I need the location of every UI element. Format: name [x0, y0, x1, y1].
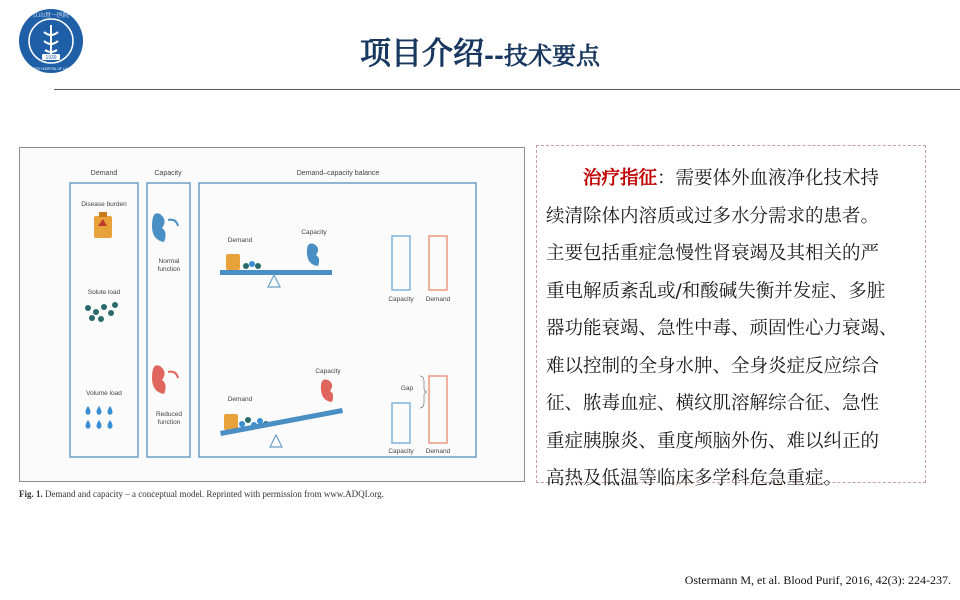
- citation: Ostermann M, et al. Blood Purif, 2016, 42(3): 224-237.: [684, 573, 951, 587]
- balance-bottom-demand-bar: [429, 376, 447, 443]
- indication-line-7: 征、脓毒血症、横纹肌溶解综合征、急性: [546, 393, 880, 414]
- col-capacity-header: Capacity: [154, 170, 182, 177]
- indication-line-1: [546, 160, 915, 198]
- balance-bottom-demand-bar-label: Demand: [425, 448, 451, 455]
- indication-line-6: 难以控制的全身水肿、全身炎症反应综合: [546, 355, 880, 377]
- reduced-function-label-2: function: [157, 419, 181, 426]
- normal-function-label-2: function: [157, 266, 181, 273]
- indication-line-9: 高热及低温等临床多学科危急重症。: [546, 468, 843, 489]
- balance-top-capacity-label: Capacity: [301, 229, 327, 236]
- title-main: 项目介绍: [360, 36, 485, 72]
- balance-bottom-beam: [220, 408, 343, 436]
- indication-line-2: 续清除体内溶质或过多水分需求的患者。: [546, 205, 880, 227]
- balance-top-capacity-bar: [392, 236, 410, 290]
- figure-caption-text: Demand and capacity – a conceptual model. Reprinted with permission from www.ADQI.org.: [42, 489, 384, 499]
- normal-function-label-1: Normal: [158, 258, 180, 265]
- demand-capacity-figure: [19, 147, 525, 482]
- balance-bottom-kidney-icon: [321, 379, 333, 402]
- balance-bottom-capacity-bar: [392, 403, 410, 443]
- logo-text-bottom: THE FIRST HOSPITAL OF LANZHOU: [23, 67, 79, 71]
- balance-top-capacity-bar-label: Capacity: [388, 296, 414, 303]
- volume-load-label: Volume load: [86, 390, 122, 397]
- balance-bottom-capacity-label: Capacity: [315, 368, 341, 375]
- indication-line-3: 主要包括重症急慢性肾衰竭及其相关的严: [546, 243, 880, 264]
- reduced-function-label-1: Reduced: [155, 411, 183, 418]
- figure-illustration: [20, 148, 526, 483]
- balance-bottom-demand-label: Demand: [227, 396, 253, 403]
- figure-caption-label: Fig. 1.: [19, 489, 43, 499]
- balance-panel: [199, 183, 476, 457]
- indication-line-8: 重症胰腺炎、重度颅脑外伤、难以纠正的: [546, 430, 880, 452]
- indication-textbox: [536, 145, 926, 489]
- col-balance-header: Demand–capacity balance: [296, 170, 380, 177]
- gap-label: Gap: [400, 385, 414, 392]
- balance-top-demand-label: Demand: [227, 237, 253, 244]
- title-sub: --技术要点: [484, 42, 600, 70]
- disease-burden-label: Disease burden: [81, 201, 127, 208]
- reduced-kidney-icon: [152, 365, 178, 394]
- normal-kidney-icon: [152, 213, 178, 242]
- logo-year: 1939: [45, 55, 57, 61]
- balance-top-demand-bar: [429, 236, 447, 290]
- indication-colon: ：: [657, 168, 676, 189]
- indication-text-1: 需要体外血液净化技术持: [675, 168, 880, 189]
- balance-top-beam: [220, 270, 332, 275]
- solute-load-label: Solute load: [87, 289, 121, 296]
- logo-text-top: 江山卅一医院: [32, 12, 70, 19]
- figure-caption: [19, 489, 384, 499]
- balance-top-kidney-icon: [307, 243, 319, 266]
- balance-top-demand-load: [226, 254, 261, 270]
- indication-line-4: 重电解质紊乱或/和酸碱失衡并发症、多脏: [546, 280, 886, 302]
- col-demand-header: Demand: [90, 170, 118, 177]
- balance-bottom-capacity-bar-label: Capacity: [388, 448, 414, 455]
- water-drops-icon: [86, 406, 113, 429]
- weight-icon: [94, 212, 112, 238]
- balance-top-demand-bar-label: Demand: [425, 296, 451, 303]
- gap-brace: [420, 376, 427, 408]
- title-divider: [54, 89, 960, 90]
- balance-top-fulcrum: [268, 275, 280, 287]
- solute-dots-icon: [85, 302, 118, 322]
- indication-label: 治疗指征: [583, 168, 658, 189]
- page-title: [0, 28, 960, 73]
- balance-bottom-fulcrum: [270, 435, 282, 447]
- indication-line-5: 器功能衰竭、急性中毒、顽固性心力衰竭、: [546, 318, 898, 339]
